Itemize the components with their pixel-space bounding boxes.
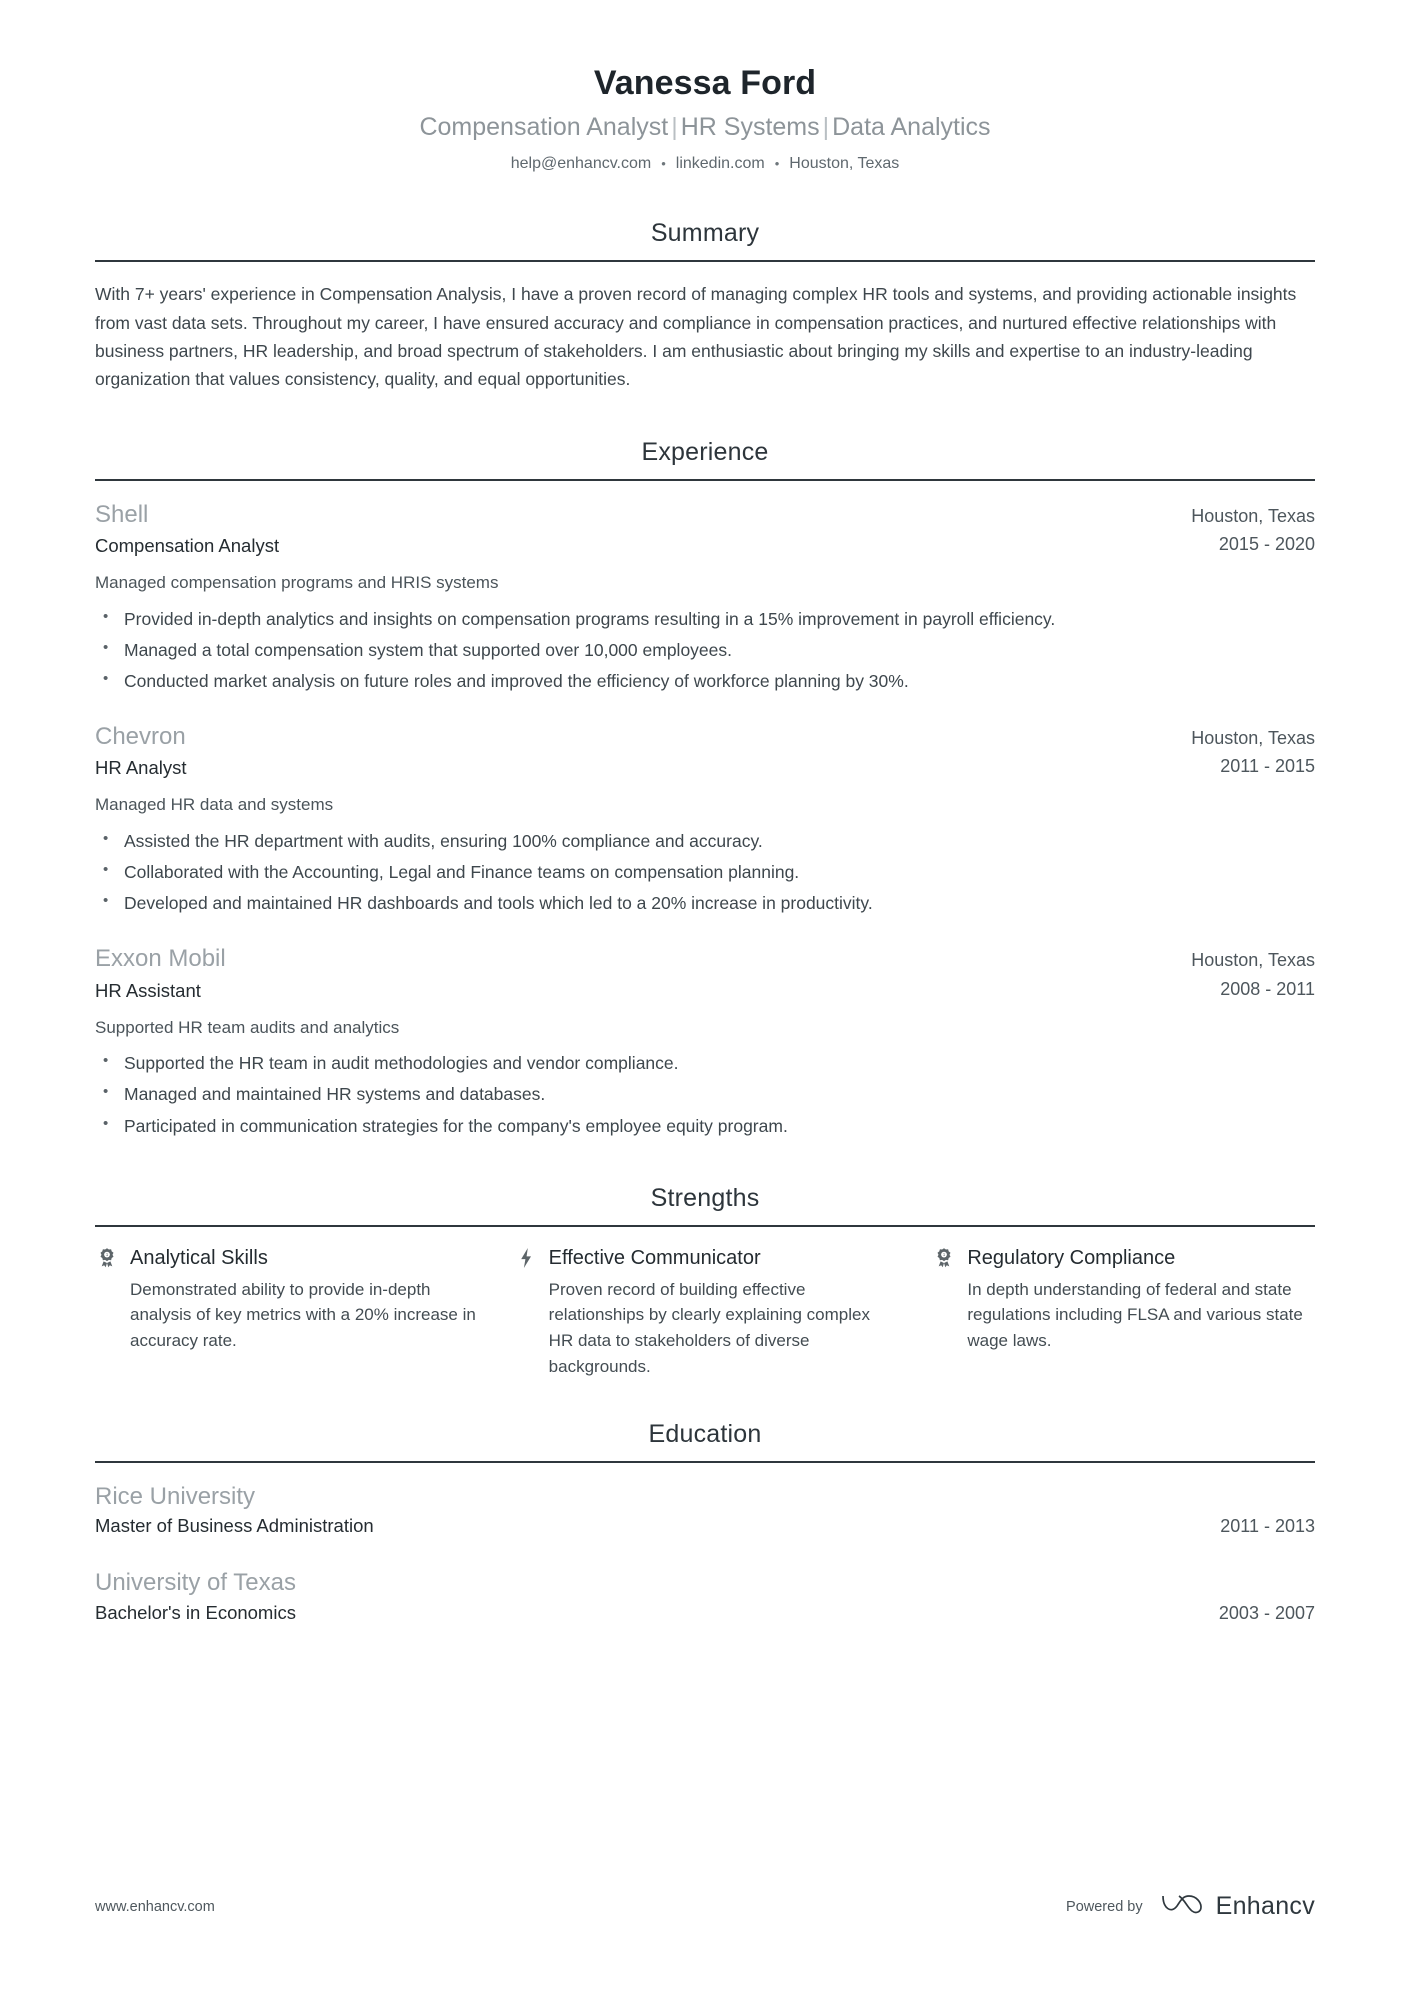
education-degree: Master of Business Administration — [95, 1515, 374, 1537]
education-entry — [95, 1567, 1315, 1623]
contact-separator-dot: • — [661, 155, 666, 171]
svg-text:1: 1 — [105, 1251, 109, 1257]
strength-item — [932, 1245, 1315, 1380]
experience-entry — [95, 499, 1315, 695]
award-ribbon-icon — [932, 1246, 956, 1270]
experience-description: Managed compensation programs and HRIS systems — [95, 573, 499, 593]
education-dates: 2011 - 2013 — [1220, 1516, 1315, 1537]
education-detail-row — [95, 1515, 1315, 1537]
section-strengths — [95, 1184, 1315, 1380]
strength-title: Regulatory Compliance — [967, 1246, 1176, 1269]
strength-header — [95, 1245, 478, 1271]
strength-item — [95, 1245, 514, 1380]
experience-role: HR Analyst — [95, 757, 187, 779]
strength-description: Proven record of building effective relationships by clearly explaining complex HR data to stakeholders of diverse backgrounds. — [548, 1279, 870, 1377]
experience-location: Houston, Texas — [1191, 505, 1315, 526]
strength-description: In depth understanding of federal and state regulations including FLSA and various state wage laws. — [967, 1279, 1303, 1351]
enhancv-mark-icon — [1159, 1890, 1207, 1923]
experience-entry-header — [95, 721, 1315, 781]
experience-bullet-list — [95, 1050, 1315, 1139]
powered-by-label: Powered by — [1066, 1898, 1143, 1915]
headline-part-1: Compensation Analyst — [419, 112, 669, 141]
experience-bullet-list — [95, 606, 1315, 695]
experience-bullet: • Supported the HR team in audit methodologies and vendor compliance. — [95, 1050, 1315, 1077]
experience-entry-left — [95, 499, 279, 559]
strength-description: Demonstrated ability to provide in-depth analysis of key metrics with a 20% increase in accuracy rate. — [130, 1279, 476, 1351]
strength-header — [932, 1245, 1315, 1271]
education-detail-row — [95, 1602, 1315, 1624]
experience-entry-left — [95, 943, 226, 1003]
section-title-summary: Summary — [650, 219, 760, 248]
experience-description: Managed HR data and systems — [95, 795, 334, 815]
experience-dates: 2011 - 2015 — [1220, 756, 1315, 777]
page-footer — [95, 1890, 1315, 1923]
headline-part-2: HR Systems — [680, 112, 820, 141]
experience-entry-left — [95, 721, 187, 781]
headline-part-3: Data Analytics — [832, 112, 991, 141]
experience-description: Supported HR team audits and analytics — [95, 1017, 400, 1037]
section-divider — [95, 479, 1315, 481]
experience-bullet-list — [95, 828, 1315, 917]
experience-role: Compensation Analyst — [95, 535, 280, 557]
education-degree: Bachelor's in Economics — [95, 1601, 296, 1623]
education-entry — [95, 1481, 1315, 1537]
page-title: Vanessa Ford — [593, 64, 817, 102]
experience-bullet: • Conducted market analysis on future roles and improved the efficiency of workforce planning by 30%. — [95, 668, 1315, 695]
experience-entry — [95, 943, 1315, 1139]
resume-header — [95, 62, 1315, 175]
enhancv-wordmark: Enhancv — [1215, 1892, 1315, 1920]
experience-role: HR Assistant — [95, 979, 201, 1001]
experience-location: Houston, Texas — [1191, 728, 1315, 749]
strengths-grid — [95, 1245, 1315, 1380]
section-divider — [95, 1225, 1315, 1227]
experience-bullet: • Assisted the HR department with audits, ensuring 100% compliance and accuracy. — [95, 828, 1315, 855]
experience-entry-right — [1191, 948, 1315, 1001]
contact-email[interactable]: help@enhancv.com — [510, 155, 652, 172]
experience-bullet: • Collaborated with the Accounting, Legal and Finance teams on compensation planning. — [95, 859, 1315, 886]
footer-website-url[interactable]: www.enhancv.com — [95, 1898, 215, 1915]
experience-bullet: • Developed and maintained HR dashboards and tools which led to a 20% increase in productivity. — [95, 890, 1315, 917]
strength-title: Analytical Skills — [130, 1246, 268, 1269]
contact-website[interactable]: linkedin.com — [675, 155, 765, 172]
experience-company: Chevron — [95, 723, 186, 751]
experience-entry — [95, 721, 1315, 917]
education-school: University of Texas — [95, 1569, 296, 1597]
enhancv-logo — [1159, 1890, 1315, 1923]
experience-dates: 2015 - 2020 — [1218, 534, 1315, 555]
experience-bullet: • Participated in communication strategies for the company's employee equity program. — [95, 1113, 1315, 1140]
section-education — [95, 1420, 1315, 1624]
experience-company: Shell — [95, 500, 149, 528]
contact-separator-dot: • — [774, 155, 780, 171]
summary-text: With 7+ years' experience in Compensation Analysis, I have a proven record of managing complex HR tools and systems, and providing actionable insights from vast data sets. Throughout my career, I have ensured accuracy and compliance in compensation practices, and nurtured effective relationships with business partners, HR leadership, and broad spectrum of stakeholders. I am enthusiastic about bringing my skills and expertise to an industry-leading organization that values consistency, quality, and equal opportunities. — [95, 284, 1297, 390]
education-dates: 2003 - 2007 — [1218, 1602, 1315, 1623]
lightning-bolt-icon — [514, 1246, 538, 1270]
strength-header — [514, 1245, 897, 1271]
section-title-education: Education — [648, 1419, 762, 1448]
section-divider — [95, 260, 1315, 262]
section-title-strengths: Strengths — [650, 1183, 760, 1212]
experience-company: Exxon Mobil — [95, 945, 226, 973]
svg-text:1: 1 — [943, 1251, 946, 1257]
education-school: Rice University — [95, 1482, 256, 1510]
strength-title: Effective Communicator — [548, 1246, 761, 1269]
footer-branding — [1066, 1890, 1315, 1923]
headline-separator: | — [671, 112, 678, 141]
experience-dates: 2008 - 2011 — [1220, 978, 1315, 999]
experience-bullet: • Managed a total compensation system that supported over 10,000 employees. — [95, 637, 1315, 664]
section-experience — [95, 438, 1315, 1140]
experience-location: Houston, Texas — [1191, 950, 1315, 971]
award-ribbon-icon — [95, 1246, 119, 1270]
strength-item — [514, 1245, 933, 1380]
experience-bullet: • Provided in-depth analytics and insights on compensation programs resulting in a 15% improvement in payroll efficiency. — [95, 606, 1315, 633]
section-title-experience: Experience — [641, 437, 769, 466]
contact-line — [95, 153, 1315, 175]
experience-entry-right — [1191, 504, 1315, 557]
experience-bullet: • Managed and maintained HR systems and databases. — [95, 1081, 1315, 1108]
section-divider — [95, 1461, 1315, 1463]
headline-separator: | — [822, 112, 830, 141]
experience-entry-right — [1191, 726, 1315, 779]
section-summary — [95, 219, 1315, 393]
contact-location: Houston, Texas — [789, 155, 900, 172]
experience-entry-header — [95, 943, 1315, 1003]
experience-entry-header — [95, 499, 1315, 559]
professional-headline — [95, 111, 1315, 144]
